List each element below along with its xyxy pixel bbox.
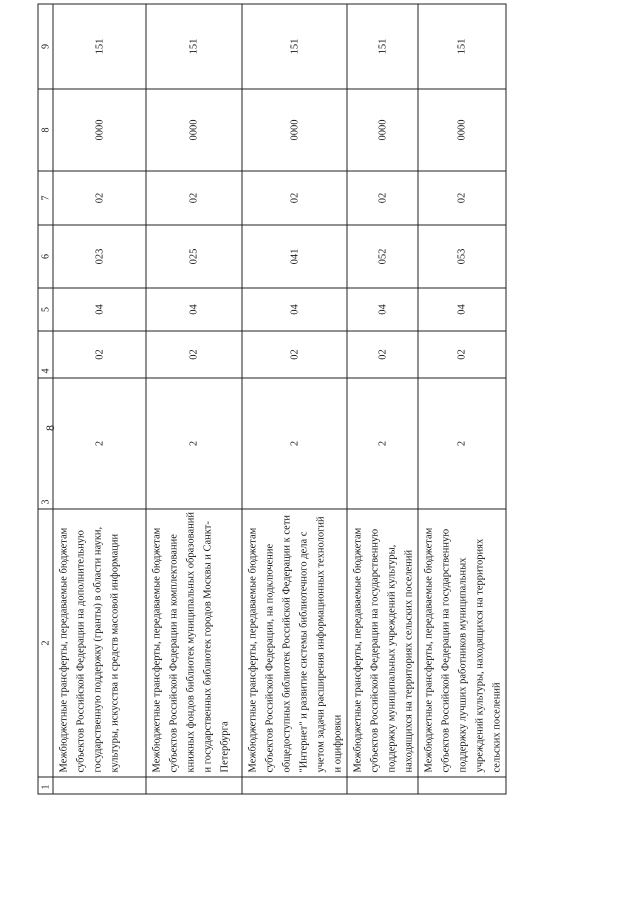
row-empty-cell <box>146 777 242 794</box>
code-cell: 2 <box>347 378 418 509</box>
code-cell: 04 <box>418 288 506 331</box>
code-cell: 02 <box>53 331 146 378</box>
code-cell: 02 <box>347 171 418 225</box>
column-number: 3 <box>38 378 53 509</box>
code-cell: 04 <box>242 288 347 331</box>
row-description: Межбюджетные трансферты, передаваемые бюджетам субъектов Российской Федерации на дополнительную государственную поддержку (гранты) в области науки, культуры, искусства и средств массовой информации <box>53 509 146 777</box>
code-cell: 02 <box>53 171 146 225</box>
table-row <box>146 4 242 794</box>
code-cell: 04 <box>53 288 146 331</box>
table-row <box>418 4 506 794</box>
code-cell: 02 <box>242 331 347 378</box>
code-cell: 0000 <box>418 89 506 171</box>
code-cell: 02 <box>146 171 242 225</box>
code-cell: 2 <box>53 378 146 509</box>
column-number: 4 <box>38 331 53 378</box>
rotated-table-container <box>38 5 503 795</box>
code-cell: 2 <box>146 378 242 509</box>
code-cell: 02 <box>418 171 506 225</box>
code-cell: 02 <box>418 331 506 378</box>
budget-classification-table <box>38 4 507 795</box>
row-description: Межбюджетные трансферты, передаваемые бюджетам субъектов Российской Федерации, на подключение общедоступных библиотек Российской Федерации к сети "Интернет" и развитие системы библиотечного дела с учетом задачи расширения информационных технологий и оцифровки <box>242 509 347 777</box>
code-cell: 2 <box>242 378 347 509</box>
column-number: 5 <box>38 288 53 331</box>
code-cell: 052 <box>347 225 418 288</box>
code-cell: 053 <box>418 225 506 288</box>
table-row <box>347 4 418 794</box>
code-cell: 02 <box>146 331 242 378</box>
code-cell: 02 <box>242 171 347 225</box>
code-cell: 04 <box>146 288 242 331</box>
code-cell: 151 <box>146 4 242 89</box>
row-empty-cell <box>53 777 146 794</box>
row-empty-cell <box>418 777 506 794</box>
code-cell: 151 <box>242 4 347 89</box>
column-number: 7 <box>38 171 53 225</box>
page-number: 8 <box>43 425 57 431</box>
row-empty-cell <box>242 777 347 794</box>
row-description: Межбюджетные трансферты, передаваемые бюджетам субъектов Российской Федерации на государственную поддержку лучших работников муниципальных учреждений культуры, находящихся на территориях сельских поселений <box>418 509 506 777</box>
column-number: 6 <box>38 225 53 288</box>
code-cell: 041 <box>242 225 347 288</box>
column-number: 9 <box>38 4 53 89</box>
code-cell: 151 <box>53 4 146 89</box>
code-cell: 02 <box>347 331 418 378</box>
column-number: 8 <box>38 89 53 171</box>
row-description: Межбюджетные трансферты, передаваемые бюджетам субъектов Российской Федерации на комплектование книжных фондов библиотек муниципальных образований и государственных библиотек городов Москвы и Санкт-Петербурга <box>146 509 242 777</box>
column-number: 1 <box>38 777 53 794</box>
code-cell: 023 <box>53 225 146 288</box>
code-cell: 151 <box>418 4 506 89</box>
code-cell: 0000 <box>347 89 418 171</box>
column-number-row <box>38 4 53 794</box>
code-cell: 0000 <box>146 89 242 171</box>
table-row <box>53 4 146 794</box>
code-cell: 04 <box>347 288 418 331</box>
row-description: Межбюджетные трансферты, передаваемые бюджетам субъектов Российской Федерации на государственную поддержку муниципальных учреждений культуры, находящихся на территориях сельских поселений <box>347 509 418 777</box>
code-cell: 0000 <box>242 89 347 171</box>
row-empty-cell <box>347 777 418 794</box>
code-cell: 2 <box>418 378 506 509</box>
table-row <box>242 4 347 794</box>
column-number: 2 <box>38 509 53 777</box>
code-cell: 151 <box>347 4 418 89</box>
code-cell: 025 <box>146 225 242 288</box>
code-cell: 0000 <box>53 89 146 171</box>
